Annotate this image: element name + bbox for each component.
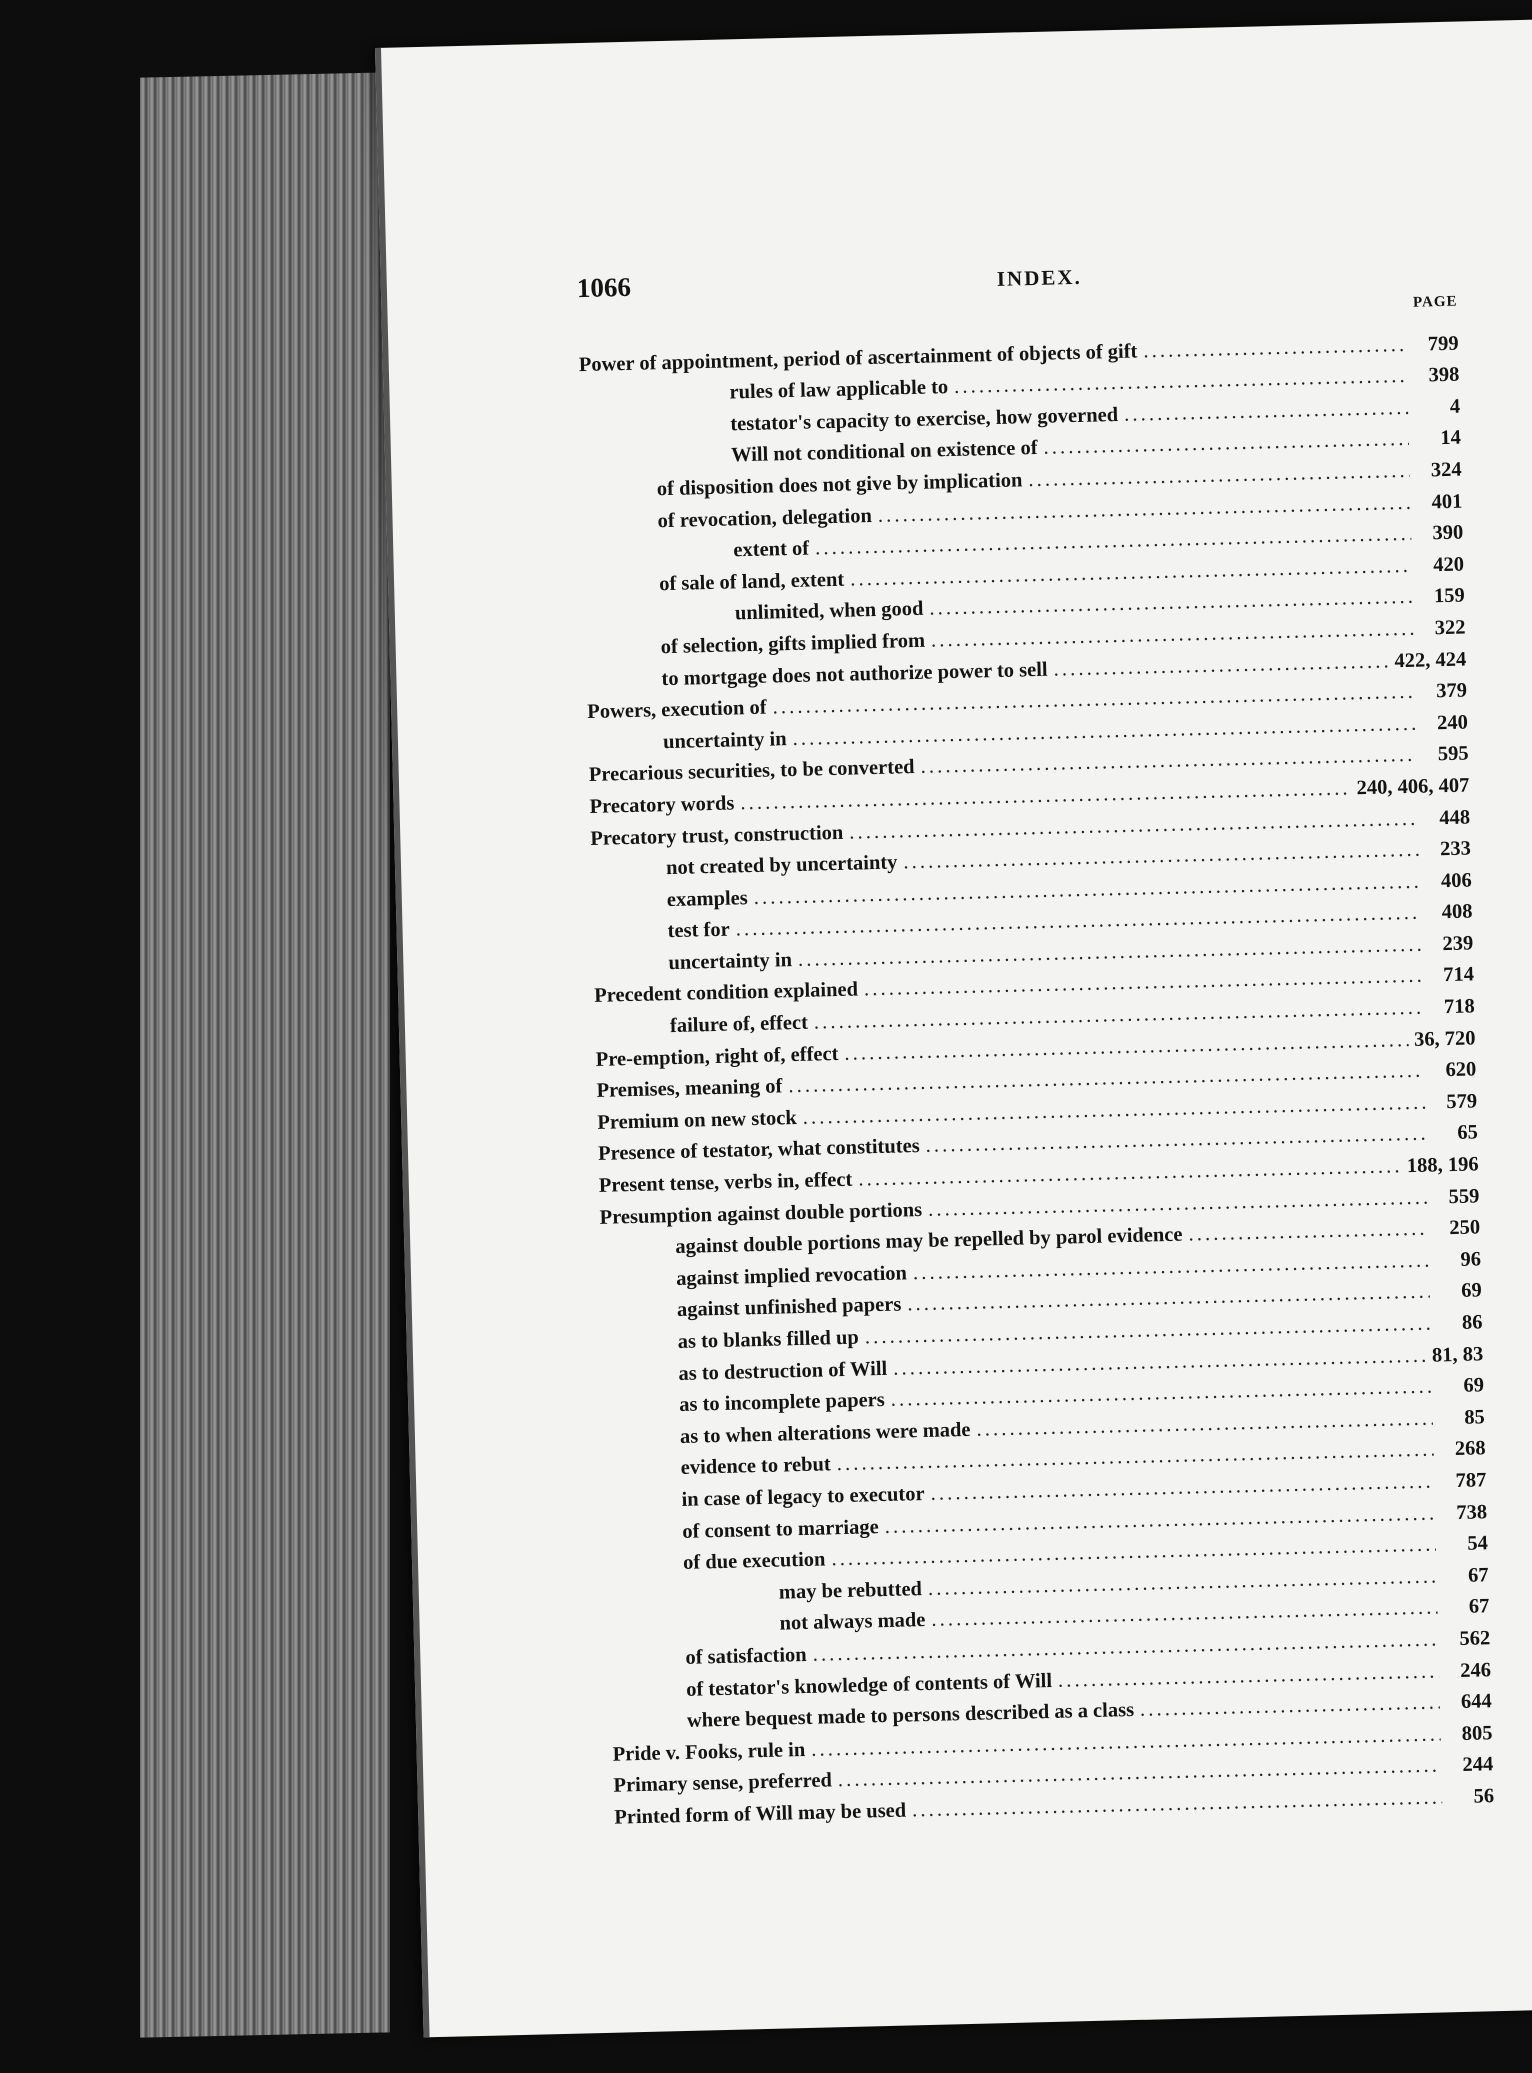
index-entry-page: 239 xyxy=(1442,932,1474,956)
index-entry-page: 4 xyxy=(1449,395,1461,418)
index-entry-text: to mortgage does not authorize power to sell xyxy=(661,658,1048,690)
index-entry-text: unlimited, when good xyxy=(734,598,924,625)
index-entry-text: as to when alterations were made xyxy=(679,1418,971,1448)
index-entry-page: 738 xyxy=(1456,1500,1488,1524)
index-entry-text: Precatory words xyxy=(589,792,735,818)
index-entry-text: against implied revocation xyxy=(675,1262,908,1290)
index-entry-page: 81, 83 xyxy=(1431,1342,1484,1367)
index-entry-page: 799 xyxy=(1427,332,1459,355)
index-entry-text: as to destruction of Will xyxy=(678,1357,888,1385)
page-header xyxy=(577,252,1458,333)
index-entry-page: 14 xyxy=(1440,426,1462,450)
index-content xyxy=(577,252,1495,1830)
index-entry-text: examples xyxy=(666,886,749,911)
index-entry-text: of satisfaction xyxy=(685,1643,807,1669)
index-entry-page: 448 xyxy=(1439,805,1471,829)
index-entry-text: Pride v. Fooks, rule in xyxy=(612,1738,806,1766)
index-entry-text: rules of law applicable to xyxy=(729,376,949,404)
index-entry-text: failure of, effect xyxy=(669,1011,809,1038)
index-entry-text: of disposition does not give by implication xyxy=(656,469,1023,501)
index-entry-page: 398 xyxy=(1428,363,1460,387)
index-entry-text: Primary sense, preferred xyxy=(613,1769,833,1798)
index-entry-text: Will not conditional on existence of xyxy=(730,437,1038,467)
index-entry-text: Pre-emption, right of, effect xyxy=(595,1042,839,1071)
index-entry-page: 250 xyxy=(1449,1216,1481,1240)
index-entry-page: 240, 406, 407 xyxy=(1356,774,1470,800)
index-entry-text: Power of appointment, period of ascertainment of objects of gift xyxy=(578,340,1138,376)
index-entry-text: uncertainty in xyxy=(668,948,793,974)
index-entries xyxy=(578,324,1494,1830)
index-entry-page: 787 xyxy=(1455,1469,1487,1492)
index-entry-page: 188, 196 xyxy=(1406,1153,1479,1178)
index-entry-page: 246 xyxy=(1459,1658,1492,1682)
index-entry-text: testator's capacity to exercise, how governed xyxy=(730,403,1119,436)
index-entry-page: 54 xyxy=(1467,1532,1489,1555)
index-entry-page: 324 xyxy=(1430,458,1462,482)
index-entry-page: 644 xyxy=(1460,1690,1492,1714)
index-entry-text: not always made xyxy=(779,1609,926,1635)
index-entry-page: 562 xyxy=(1459,1627,1491,1650)
running-head: INDEX. xyxy=(996,264,1083,291)
index-entry-text: of consent to marriage xyxy=(682,1515,879,1543)
index-entry-text: where bequest made to persons described as a class xyxy=(686,1699,1135,1732)
index-entry-text: may be rebutted xyxy=(778,1577,923,1604)
index-entry-text: Premium on new stock xyxy=(597,1106,798,1134)
book-page-edges xyxy=(140,72,390,2037)
index-entry-page: 620 xyxy=(1445,1058,1477,1082)
index-entry-text: in case of legacy to executor xyxy=(681,1482,925,1511)
index-entry-page: 805 xyxy=(1461,1721,1493,1745)
index-entry-text: extent of xyxy=(733,537,810,562)
index-entry-page: 322 xyxy=(1434,616,1466,640)
index-entry-text: Precedent condition explained xyxy=(593,978,859,1008)
index-entry-text: not created by uncertainty xyxy=(665,851,898,880)
index-entry-page: 379 xyxy=(1436,679,1468,703)
index-entry-text: of testator's knowledge of contents of Will xyxy=(685,1669,1053,1701)
index-entry-page: 233 xyxy=(1439,837,1472,861)
index-entry-page: 69 xyxy=(1460,1279,1482,1303)
index-entry-page: 390 xyxy=(1432,521,1464,545)
index-entry-page: 96 xyxy=(1460,1248,1482,1271)
index-entry-text: of selection, gifts implied from xyxy=(660,629,926,659)
index-entry-page: 406 xyxy=(1440,869,1472,892)
index-entry-page: 579 xyxy=(1446,1090,1478,1113)
index-entry-page: 56 xyxy=(1473,1785,1495,1808)
index-entry-page: 85 xyxy=(1464,1406,1486,1429)
index-entry-page: 86 xyxy=(1461,1311,1483,1334)
index-entry-text: Precarious securities, to be converted xyxy=(588,756,915,787)
index-entry-page: 67 xyxy=(1467,1564,1489,1587)
index-entry-text: Presence of testator, what constitutes xyxy=(597,1135,920,1166)
page-column-label: PAGE xyxy=(1412,293,1458,311)
index-entry-text: of revocation, delegation xyxy=(657,504,873,532)
index-entry-page: 268 xyxy=(1454,1437,1486,1461)
index-entry-page: 714 xyxy=(1442,963,1475,987)
index-entry-page: 595 xyxy=(1437,742,1469,766)
index-entry-page: 69 xyxy=(1463,1374,1485,1397)
index-entry-page: 559 xyxy=(1448,1184,1480,1208)
index-entry-text: uncertainty in xyxy=(662,727,787,753)
index-entry-page: 401 xyxy=(1431,490,1463,513)
index-entry-page: 65 xyxy=(1457,1121,1479,1145)
index-entry-page: 408 xyxy=(1441,900,1473,924)
book-page xyxy=(375,19,1532,2037)
dot-leader xyxy=(912,1786,1442,1822)
index-entry-page: 36, 720 xyxy=(1413,1027,1476,1051)
index-entry-page: 422, 424 xyxy=(1394,648,1467,672)
index-entry-page: 420 xyxy=(1432,553,1465,577)
index-entry-page: 240 xyxy=(1436,711,1469,734)
index-entry-text: as to blanks filled up xyxy=(677,1326,860,1353)
index-entry-text: test for xyxy=(667,918,730,943)
index-entry-page: 244 xyxy=(1462,1753,1494,1777)
index-entry-text: Printed form of Will may be used xyxy=(614,1799,907,1829)
index-entry-text: against unfinished papers xyxy=(676,1293,902,1322)
page-number: 1066 xyxy=(576,271,632,304)
index-entry-text: of due execution xyxy=(682,1548,826,1575)
index-entry-text: Precatory trust, construction xyxy=(590,821,844,850)
index-entry-text: as to incomplete papers xyxy=(678,1389,886,1417)
index-entry-text: against double portions may be repelled by parol evidence xyxy=(675,1223,1183,1259)
index-entry-text: Powers, execution of xyxy=(587,696,767,724)
index-entry-text: Premises, meaning of xyxy=(596,1075,783,1103)
index-entry-text: of sale of land, extent xyxy=(658,568,845,595)
index-entry-text: Present tense, verbs in, effect xyxy=(598,1168,853,1197)
index-entry-page: 67 xyxy=(1468,1595,1490,1619)
index-entry-page: 159 xyxy=(1433,584,1465,608)
index-entry-page: 718 xyxy=(1443,995,1476,1019)
index-entry-text: Presumption against double portions xyxy=(599,1198,923,1229)
index-entry-text: evidence to rebut xyxy=(680,1453,831,1480)
